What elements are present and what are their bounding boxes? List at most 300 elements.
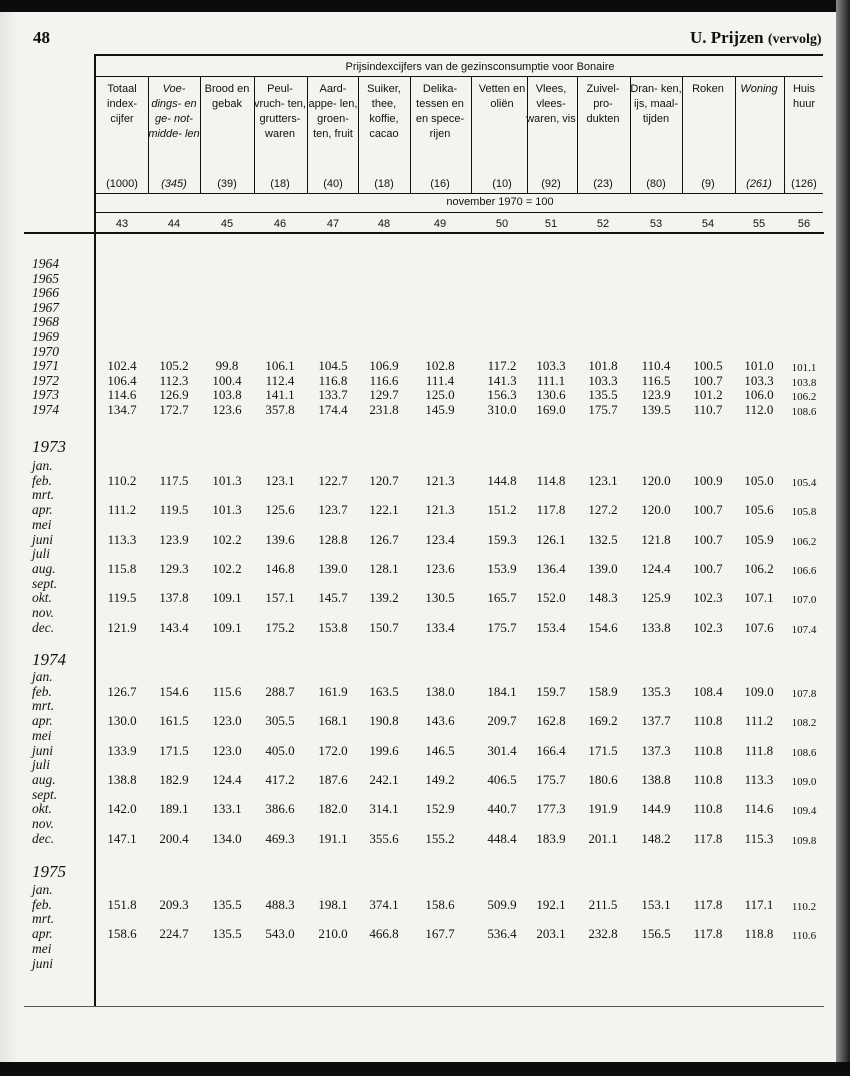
table-cell: 101.3	[212, 502, 242, 518]
table-cell: 231.8	[369, 402, 399, 417]
table-cell: 355.6	[369, 830, 399, 846]
table-cell: 123.1	[588, 472, 618, 488]
column-number: 46	[273, 218, 287, 230]
table-cell: 110.8	[693, 801, 723, 817]
table-cell: 101.2	[693, 387, 723, 403]
table-cell: 209.7	[487, 713, 517, 729]
table-cell: 200.4	[159, 830, 189, 846]
column-header: Woning	[740, 83, 778, 95]
table-cell: 509.9	[487, 896, 517, 912]
column-weight: (16)	[430, 178, 450, 190]
table-cell: 109.0	[744, 683, 774, 699]
table-cell: 161.5	[159, 713, 189, 729]
table-cell: 148.3	[588, 590, 618, 606]
table-cell: 158.6	[425, 896, 455, 912]
table-cell: 406.5	[487, 771, 517, 787]
table-cell: 109.1	[212, 619, 242, 635]
table-cell: 117.8	[693, 926, 723, 942]
table-cell: 138.8	[641, 771, 671, 787]
table-cell: 405.0	[265, 742, 295, 758]
table-cell: 122.7	[318, 472, 348, 488]
table-cell: 130.6	[536, 387, 566, 403]
table-cell: 105.4	[791, 476, 817, 489]
table-cell: 100.9	[693, 472, 723, 488]
table-cell: 129.7	[369, 387, 399, 403]
column-weight: (18)	[270, 178, 290, 190]
table-cell: 117.5	[159, 472, 189, 488]
table-cell: 134.0	[212, 830, 242, 846]
table-cell: 111.2	[744, 713, 774, 729]
column-number: 44	[167, 218, 181, 230]
table-cell: 125.9	[641, 590, 671, 606]
month-label: apr.	[32, 926, 53, 942]
table-cell: 106.2	[791, 535, 817, 548]
table-cell: 103.3	[744, 372, 774, 388]
table-cell: 191.1	[318, 830, 348, 846]
table-cell: 127.2	[588, 502, 618, 518]
table-cell: 162.8	[536, 713, 566, 729]
table-cell: 105.8	[791, 506, 817, 519]
table-cell: 144.8	[487, 472, 517, 488]
column-weight: (9)	[701, 178, 715, 190]
month-label: nov.	[32, 605, 54, 620]
table-cell: 126.1	[536, 531, 566, 547]
table-cell: 536.4	[487, 926, 517, 942]
table-cell: 210.0	[318, 926, 348, 942]
column-number: 51	[544, 218, 558, 230]
column-header: Zuivel- pro- dukten	[586, 83, 620, 125]
table-cell: 543.0	[265, 926, 295, 942]
column-header: Delika- tessen en en spece- rijen	[415, 83, 465, 140]
section-continued: (vervolg)	[767, 32, 822, 47]
table-cell: 150.7	[369, 619, 399, 635]
table-cell: 147.1	[107, 830, 137, 846]
table-cell: 135.5	[212, 926, 242, 942]
table-cell: 115.3	[744, 830, 774, 846]
table-cell: 139.2	[369, 590, 399, 606]
table-cell: 102.8	[425, 358, 455, 374]
table-cell: 192.1	[536, 896, 566, 912]
table-cell: 101.3	[212, 472, 242, 488]
table-cell: 174.4	[318, 402, 348, 417]
column-number: 49	[433, 218, 447, 230]
table-cell: 209.3	[159, 896, 189, 912]
month-label: sept.	[32, 786, 58, 802]
month-label: mei	[32, 516, 52, 532]
table-cell: 126.7	[107, 683, 137, 699]
table-cell: 182.9	[159, 771, 189, 787]
table-cell: 107.1	[744, 590, 774, 606]
table-cell: 144.9	[641, 801, 671, 817]
table-cell: 128.8	[318, 531, 348, 547]
table-cell: 111.8	[744, 742, 774, 758]
column-number: 54	[701, 218, 715, 230]
table-cell: 103.8	[791, 376, 817, 389]
month-label: feb.	[32, 896, 52, 912]
table-cell: 139.6	[265, 531, 295, 547]
table-cell: 141.3	[487, 372, 517, 388]
table-cell: 152.0	[536, 590, 566, 606]
table-cell: 100.7	[693, 560, 723, 576]
table-cell: 137.3	[641, 742, 671, 758]
weights-rule	[95, 193, 823, 194]
column-weight: (23)	[593, 178, 613, 190]
table-cell: 102.2	[212, 531, 242, 547]
scan-top-edge	[0, 0, 850, 12]
table-supertitle: Prijsindexcijfers van de gezinsconsumptie voor Bonaire	[345, 61, 615, 73]
year-label: 1966	[32, 285, 59, 301]
table-cell: 310.0	[487, 402, 517, 417]
table-cell: 139.0	[588, 560, 618, 576]
table-cell: 177.3	[536, 801, 566, 817]
table-cell: 117.1	[744, 896, 774, 912]
table-cell: 116.8	[318, 372, 348, 388]
table-cell: 117.8	[693, 830, 723, 846]
table-cell: 107.8	[791, 687, 817, 700]
year-label: 1968	[32, 314, 59, 330]
month-label: mrt.	[32, 911, 55, 927]
month-label: mei	[32, 727, 52, 743]
table-cell: 118.8	[744, 926, 774, 942]
column-number: 50	[495, 218, 509, 230]
table-bottom-rule	[24, 1006, 824, 1007]
table-cell: 201.1	[588, 830, 618, 846]
table-cell: 182.0	[318, 801, 348, 817]
table-cell: 125.6	[265, 502, 295, 518]
table-cell: 123.9	[641, 387, 671, 403]
table-cell: 133.4	[425, 619, 455, 635]
table-cell: 110.8	[693, 771, 723, 787]
column-weight: (18)	[374, 178, 394, 190]
basis-rule	[95, 212, 823, 213]
table-cell: 123.4	[425, 531, 455, 547]
table-cell: 123.0	[212, 742, 242, 758]
column-header: Totaal index- cijfer	[107, 83, 137, 125]
month-label: jan.	[32, 882, 53, 897]
table-cell: 123.7	[318, 502, 348, 518]
table-cell: 103.3	[536, 358, 566, 374]
table-cell: 123.6	[212, 402, 242, 417]
table-cell: 158.6	[107, 926, 137, 942]
table-cell: 190.8	[369, 713, 399, 729]
supertitle-rule	[95, 76, 823, 77]
table-cell: 137.7	[641, 713, 671, 729]
table-cell: 120.0	[641, 502, 671, 518]
page-number: 48	[33, 28, 50, 47]
month-label: apr.	[32, 713, 53, 729]
table-cell: 469.3	[265, 830, 295, 846]
table-cell: 153.1	[641, 896, 671, 912]
table-cell: 148.2	[641, 830, 671, 846]
table-cell: 211.5	[588, 896, 618, 912]
table-cell: 191.9	[588, 801, 618, 817]
block-year-heading: 1973	[32, 437, 66, 456]
table-cell: 100.7	[693, 372, 723, 388]
table-cell: 123.1	[265, 472, 295, 488]
month-label: feb.	[32, 683, 52, 699]
table-cell: 111.2	[107, 502, 137, 518]
year-label: 1970	[32, 343, 59, 359]
table-cell: 152.9	[425, 801, 455, 817]
table-cell: 288.7	[265, 683, 295, 699]
column-weight: (1000)	[106, 178, 138, 190]
table-cell: 115.8	[107, 560, 137, 576]
month-label: juni	[32, 955, 54, 971]
table-cell: 203.1	[536, 926, 566, 942]
table-cell: 143.4	[159, 619, 189, 635]
table-cell: 124.4	[212, 771, 242, 787]
year-label: 1973	[32, 387, 59, 403]
table-cell: 133.8	[641, 619, 671, 635]
year-label: 1965	[32, 270, 59, 286]
table-cell: 106.4	[107, 372, 137, 388]
table-cell: 123.9	[159, 531, 189, 547]
table-cell: 175.7	[588, 402, 618, 417]
table-cell: 169.0	[536, 402, 566, 417]
table-cell: 171.5	[159, 742, 189, 758]
table-cell: 105.6	[744, 502, 774, 518]
table-cell: 175.7	[487, 619, 517, 635]
table-cell: 139.0	[318, 560, 348, 576]
table-cell: 130.5	[425, 590, 455, 606]
table-cell: 109.8	[791, 834, 817, 847]
page-title	[690, 28, 822, 48]
column-header: Peul- vruch- ten, grutters- waren	[254, 83, 306, 140]
table-cell: 107.6	[744, 619, 774, 635]
column-header: Brood en gebak	[204, 83, 250, 110]
table-cell: 120.0	[641, 472, 671, 488]
table-cell: 102.3	[693, 619, 723, 635]
table-cell: 198.1	[318, 896, 348, 912]
table-cell: 168.1	[318, 713, 348, 729]
table-cell: 112.0	[744, 402, 774, 417]
table-cell: 172.0	[318, 742, 348, 758]
table-cell: 386.6	[265, 801, 295, 817]
month-label: mrt.	[32, 487, 55, 503]
table-cell: 183.9	[536, 830, 566, 846]
table-cell: 124.4	[641, 560, 671, 576]
table-cell: 156.3	[487, 387, 517, 403]
table-cell: 166.4	[536, 742, 566, 758]
table-cell: 357.8	[265, 402, 295, 417]
column-number: 56	[797, 218, 811, 230]
scan-bottom-edge	[0, 1062, 850, 1076]
column-number: 52	[596, 218, 610, 230]
table-cell: 159.3	[487, 531, 517, 547]
table-cell: 224.7	[159, 926, 189, 942]
table-cell: 154.6	[588, 619, 618, 635]
table-cell: 199.6	[369, 742, 399, 758]
table-cell: 103.8	[212, 387, 242, 403]
table-basis: november 1970 = 100	[446, 196, 554, 208]
table-cell: 153.9	[487, 560, 517, 576]
table-cell: 106.2	[791, 391, 817, 404]
table-cell: 138.8	[107, 771, 137, 787]
table-cell: 141.1	[265, 387, 295, 403]
table-cell: 119.5	[159, 502, 189, 518]
table-cell: 106.6	[791, 564, 817, 577]
year-label: 1964	[32, 256, 59, 271]
table-cell: 440.7	[487, 801, 517, 817]
table-cell: 113.3	[744, 771, 774, 787]
table-cell: 128.1	[369, 560, 399, 576]
table-cell: 100.7	[693, 502, 723, 518]
table-cell: 156.5	[641, 926, 671, 942]
table-cell: 133.7	[318, 387, 348, 403]
table-cell: 103.3	[588, 372, 618, 388]
table-cell: 101.1	[791, 362, 817, 375]
table-cell: 110.2	[107, 472, 137, 488]
table-cell: 110.8	[693, 742, 723, 758]
table-cell: 169.2	[588, 713, 618, 729]
month-label: okt.	[32, 590, 52, 606]
table-cell: 232.8	[588, 926, 618, 942]
header-bottom-rule	[24, 232, 824, 234]
table-cell: 111.1	[536, 372, 566, 388]
column-number: 43	[115, 218, 129, 230]
table-cell: 126.7	[369, 531, 399, 547]
table-cell: 109.1	[212, 590, 242, 606]
table-cell: 112.4	[265, 372, 295, 388]
table-cell: 175.7	[536, 771, 566, 787]
table-cell: 113.3	[107, 531, 137, 547]
table-top-rule	[95, 54, 823, 56]
table-cell: 157.1	[265, 590, 295, 606]
table-cell: 171.5	[588, 742, 618, 758]
table-cell: 117.8	[536, 502, 566, 518]
year-label: 1972	[32, 372, 59, 388]
column-number: 45	[220, 218, 234, 230]
table-cell: 488.3	[265, 896, 295, 912]
table-cell: 110.8	[693, 713, 723, 729]
table-cell: 151.8	[107, 896, 137, 912]
table-cell: 123.0	[212, 713, 242, 729]
month-label: mrt.	[32, 698, 55, 714]
table-cell: 120.7	[369, 472, 399, 488]
month-label: sept.	[32, 575, 58, 591]
section-letter: U.	[690, 28, 707, 47]
table-cell: 121.8	[641, 531, 671, 547]
table-cell: 99.8	[215, 358, 239, 374]
table-cell: 134.7	[107, 402, 137, 417]
table-cell: 121.3	[425, 472, 455, 488]
column-weight: (126)	[791, 178, 817, 190]
table-cell: 107.0	[791, 594, 817, 607]
month-label: dec.	[32, 830, 55, 846]
column-header: Dran- ken, ijs, maal- tijden	[630, 83, 682, 125]
table-cell: 116.6	[369, 372, 399, 388]
table-cell: 121.9	[107, 619, 137, 635]
table-cell: 130.0	[107, 713, 137, 729]
table-cell: 153.4	[536, 619, 566, 635]
block-year-heading: 1975	[32, 862, 66, 881]
table-cell: 158.9	[588, 683, 618, 699]
table-cell: 172.7	[159, 402, 189, 417]
column-weight: (80)	[646, 178, 666, 190]
table-cell: 100.7	[693, 531, 723, 547]
column-separator	[471, 77, 472, 193]
table-cell: 101.8	[588, 358, 618, 374]
table-cell: 139.5	[641, 402, 671, 417]
table-cell: 137.8	[159, 590, 189, 606]
table-cell: 100.4	[212, 372, 242, 388]
scan-right-edge	[836, 0, 850, 1076]
year-label: 1974	[32, 402, 59, 417]
table-cell: 135.5	[588, 387, 618, 403]
year-label: 1969	[32, 329, 59, 344]
table-cell: 149.2	[425, 771, 455, 787]
column-number: 53	[649, 218, 663, 230]
section-name: Prijzen	[710, 28, 764, 47]
table-cell: 154.6	[159, 683, 189, 699]
table-cell: 184.1	[487, 683, 517, 699]
table-cell: 102.4	[107, 358, 137, 374]
month-label: mei	[32, 940, 52, 956]
table-cell: 102.3	[693, 590, 723, 606]
column-header: Vetten en oliën	[478, 83, 526, 110]
table-cell: 110.2	[791, 900, 817, 913]
table-cell: 105.0	[744, 472, 774, 488]
table-cell: 108.6	[791, 746, 817, 759]
table-cell: 106.2	[744, 560, 774, 576]
table-cell: 105.2	[159, 358, 189, 374]
table-cell: 165.7	[487, 590, 517, 606]
table-cell: 108.4	[693, 683, 723, 699]
table-cell: 117.8	[693, 896, 723, 912]
table-cell: 110.6	[791, 930, 817, 943]
month-label: juni	[32, 742, 54, 758]
table-cell: 417.2	[265, 771, 295, 787]
year-label: 1967	[32, 299, 59, 315]
table-cell: 102.2	[212, 560, 242, 576]
block-year-heading: 1974	[32, 650, 66, 669]
table-cell: 153.8	[318, 619, 348, 635]
table-cell: 106.1	[265, 358, 295, 374]
table-cell: 135.5	[212, 896, 242, 912]
table-cell: 448.4	[487, 830, 517, 846]
table-cell: 145.7	[318, 590, 348, 606]
column-header: Roken	[692, 83, 724, 95]
table-cell: 116.5	[641, 372, 671, 388]
table-cell: 136.4	[536, 560, 566, 576]
table-cell: 374.1	[369, 896, 399, 912]
table-cell: 301.4	[487, 742, 517, 758]
table-cell: 119.5	[107, 590, 137, 606]
table-cell: 138.0	[425, 683, 455, 699]
table-cell: 126.9	[159, 387, 189, 403]
table-cell: 107.4	[791, 623, 817, 636]
column-number: 55	[752, 218, 766, 230]
table-cell: 109.0	[791, 775, 817, 788]
table-cell: 187.6	[318, 771, 348, 787]
column-header: Suiker, thee, koffie, cacao	[367, 83, 401, 140]
column-header: Vlees, vlees- waren, vis	[526, 83, 576, 125]
table-cell: 305.5	[265, 713, 295, 729]
table-cell: 101.0	[744, 358, 774, 374]
column-weight: (261)	[746, 178, 772, 190]
table-cell: 180.6	[588, 771, 618, 787]
table-cell: 110.4	[641, 358, 671, 374]
table-cell: 115.6	[212, 683, 242, 699]
table-cell: 114.8	[536, 472, 566, 488]
column-header: Voe- dings- en ge- not- midde- len	[148, 83, 200, 140]
month-label: dec.	[32, 619, 55, 635]
table-cell: 163.5	[369, 683, 399, 699]
table-cell: 108.2	[791, 717, 817, 730]
column-header: Aard- appe- len, groen- ten, fruit	[308, 83, 358, 140]
column-weight: (345)	[161, 178, 187, 190]
stub-rule	[94, 54, 96, 1006]
